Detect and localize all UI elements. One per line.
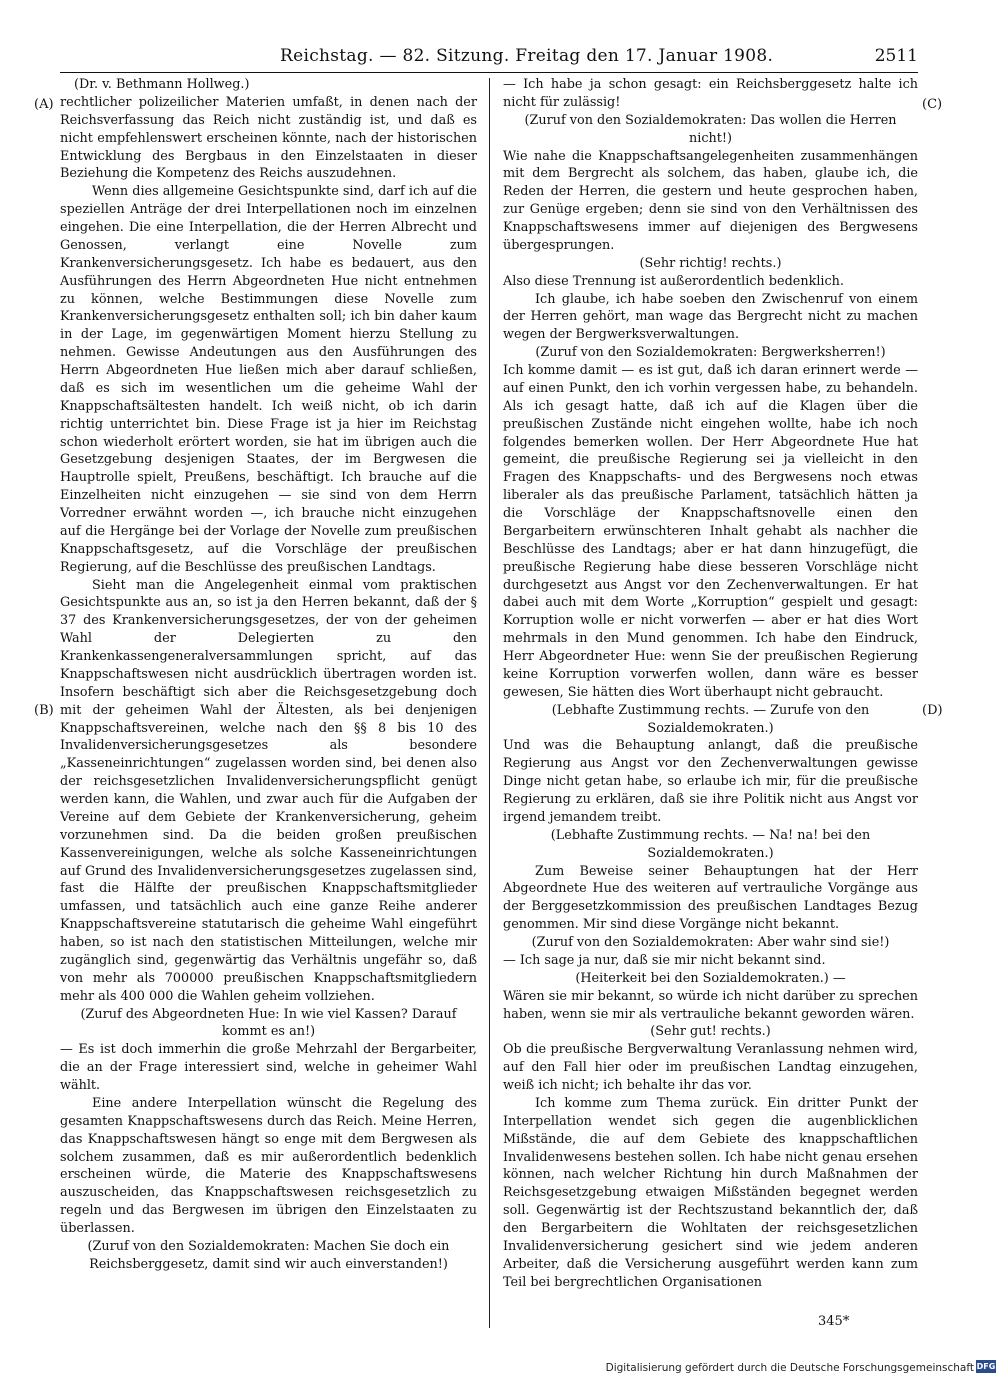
margin-marker-a: (A) (34, 97, 54, 112)
margin-marker-c: (C) (922, 97, 943, 112)
interjection: (Zuruf von den Sozialdemokraten: Aber wahr sind sie!) (531, 935, 890, 950)
interjection: (Zuruf von den Sozialdemokraten: Das wollen die Herren nicht!) (524, 112, 897, 146)
left-column (60, 76, 477, 1274)
paragraph: rechtlicher polizeilicher Materien umfaßt, in denen nach der Reichsverfassung das Reich nicht zuständig ist, und daß es nicht empfehlenswert erscheinen könnte, nach der historischen Entwicklung des Bergbaus in den Einzelstaaten in dieser Beziehung die Kompetenz des Reichs auszudehnen. (60, 94, 477, 182)
margin-marker-d: (D) (922, 703, 943, 718)
dfg-logo: DFG (976, 1362, 996, 1371)
paragraph: Eine andere Interpellation wünscht die Regelung des gesamten Knappschaftswesens durch das Reich. Meine Herren, das Knappschaftswesen hängt so enge mit dem Bergwesen als solchem zusammen, daß es mir außerordentlich bedenklich erscheinen würde, die Materie des Knappschaftswesens auszuscheiden, das Knappschaftswesen reichsgesetzlich zu regeln und das Bergwesen im übrigen den Einzelstaaten zu überlassen. (60, 1095, 477, 1236)
paragraph: Ich glaube, ich habe soeben den Zwischenruf von einem der Herren gehört, man wage das Bergrecht nicht zu machen wegen der Bergwerksverwaltungen. (503, 291, 918, 343)
interjection: (Zuruf von den Sozialdemokraten: Bergwerksherren!) (535, 345, 886, 361)
paragraph: Und was die Behauptung anlangt, daß die preußische Regierung aus Angst vor den Zechenverwaltungen gewisse Dinge nicht getan habe, so erlaube ich mir, für die preußische Regierung zu erklären, daß sie ihre Politik nicht aus Angst vor irgend jemandem treibt. (503, 738, 918, 825)
paragraph: Also diese Trennung ist außerordentlich bedenklich. (503, 273, 844, 289)
paragraph: — Ich habe ja schon gesagt: ein Reichsberggesetz halte ich nicht für zulässig! (503, 77, 918, 110)
paragraph: Ob die preußische Bergverwaltung Veranlassung nehmen wird, auf den Fall hier oder im preußischen Landtag einzugehen, weiß ich nicht; ich behalte ihr das vor. (503, 1042, 918, 1093)
paragraph: Wären sie mir bekannt, so würde ich nicht darüber zu sprechen haben, wenn sie mir als vertrauliche bekannt geworden wären. (503, 988, 918, 1022)
paragraph: — Es ist doch immerhin die große Mehrzahl der Bergarbeiter, die an der Frage interessiert sind, welche in geheimer Wahl wählt. (60, 1042, 477, 1093)
page-header (60, 46, 918, 70)
right-column (503, 76, 918, 1292)
speaker-name: (Dr. v. Bethmann Hollweg.) (74, 77, 250, 92)
interjection: (Lebhafte Zustimmung rechts. — Na! na! bei den Sozialdemokraten.) (550, 827, 871, 861)
margin-marker-b: (B) (34, 703, 54, 718)
paragraph: Wenn dies allgemeine Gesichtspunkte sind, darf ich auf die speziellen Anträge der drei Interpellationen noch im einzelnen eingehen. Die eine Interpellation, die der Herren Albrecht und Genossen, verlangt eine Novelle zum Krankenversicherungsgesetz. Ich habe es bedauert, aus den Ausführungen des Herrn Abgeordneten Hue nicht entnehmen zu können, welche Bestimmungen diese Novelle zum Krankenversicherungsgesetz enthalten soll; ich bin daher kaum in der Lage, im gegenwärtigen Moment hierzu Stellung zu nehmen. Gewisse Andeutungen aus den Ausführungen des Herrn Abgeordneten Hue ließen mich aber darauf schließen, daß es sich im wesentlichen um die geheime Wahl der Knappschaftsältesten handelt. Ich weiß nicht, ob ich darin richtig unterrichtet bin. Diese Frage ist ja hier im Reichstag schon wiederholt erörtert worden, sie hat im übrigen auch die Gesetzgebung desjenigen Staates, der im Bergwesen die Hauptrolle spielt, Preußens, beschäftigt. Ich brauche auf die Einzelheiten nicht einzugehen — sie sind von dem Herrn Vorredner erwähnt worden —, ich brauche nicht einzugehen auf die Hergänge bei der Vorlage der Novelle zum preußischen Knappschaftsgesetz, auf die Vorschläge der preußischen Regierung, auf die Beschlüsse des preußischen Landtags. (60, 184, 477, 575)
paragraph: Zum Beweise seiner Behauptungen hat der Herr Abgeordnete Hue des weiteren auf vertrauliche Vorgänge aus der Berggesetzkommission des preußischen Landtages Bezug genommen. Mir sind diese Vorgänge nicht bekannt. (503, 863, 918, 933)
column-divider (489, 78, 490, 1328)
page-number: 2511 (874, 46, 918, 66)
interjection: (Zuruf von den Sozialdemokraten: Machen Sie doch ein Reichsberggesetz, damit sind wir auch einverstanden!) (87, 1238, 450, 1272)
digitization-credit: Digitalisierung gefördert durch die Deutsche Forschungsgemeinschaft (605, 1362, 974, 1374)
interjection: (Lebhafte Zustimmung rechts. — Zurufe von den Sozialdemokraten.) (551, 702, 870, 736)
paragraph: Wie nahe die Knappschaftsangelegenheiten zusammenhängen mit dem Bergrecht als solchem, das haben, glaube ich, die Reden der Herren, die gestern und heute gesprochen haben, zur Genüge ergeben; denn sie sind von den Verhältnissen des Knappschaftswesens immer auf diejenigen des Bergwesens übergesprungen. (503, 148, 918, 253)
paragraph: Ich komme zum Thema zurück. Ein dritter Punkt der Interpellation wendet sich gegen die augenblicklichen Mißstände, die auf dem Gebiete des knappschaftlichen Invalidenwesens bestehen sollen. Ich habe nicht genau ersehen können, nach welcher Richtung hin durch Maßnahmen der Reichsgesetzgebung etwaigen Mißständen begegnet werden soll. Gegenwärtig ist der Rechtszustand bekanntlich der, daß den Bergarbeitern die Wohltaten der reichsgesetzlichen Invalidenversicherung gesichert sind wie jedem anderen Arbeiter, daß die Versicherung ausgeführt werden kann zum Teil bei bergrechtlichen Organisationen (503, 1095, 918, 1290)
interjection: (Zuruf des Abgeordneten Hue: In wie viel Kassen? Darauf kommt es an!) (80, 1006, 457, 1040)
paragraph: Sieht man die Angelegenheit einmal vom praktischen Gesichtspunkte aus an, so ist ja den Herren bekannt, daß der § 37 des Krankenversicherungsgesetzes, der von der geheimen Wahl der Delegierten zu den Krankenkassengeneralversammlungen spricht, auf das Knappschaftswesen nicht ausdrücklich übertragen worden ist. Insofern beschäftigt sich aber die Reichsgesetzgebung doch mit der geheimen Wahl der Ältesten, als bei denjenigen Knappschaftsvereinen, welche nach den §§ 8 bis 10 des Invalidenversicherungsgesetzes als besondere „Kasseneinrichtungen“ zugelassen worden sind, bei denen also der reichsgesetzlichen Invalidenversicherungspflicht genügt werden kann, die Wahlen, und zwar auch für die Aufgaben der Vereine auf dem Gebiete der Krankenversicherung, geheim vorzunehmen sind. Da die beiden großen preußischen Kassenvereinigungen, welche als solche Kasseneinrichtungen auf Grund des Invalidenversicherungsgesetzes zugelassen sind, fast die Hälfte der preußischen Knappschaftsmitglieder umfassen, und tatsächlich auch eine ganze Reihe anderer Knappschaftsvereine statutarisch die geheime Wahl eingeführt haben, so ist nach den statistischen Mitteilungen, welche mir zugänglich sind, gegenwärtig das Verhältnis ungefähr so, daß von mehr als 700000 preußischen Knappschaftsmitgliedern mehr als 400 000 die Wahlen geheim vollziehen. (60, 577, 477, 1004)
header-rule (60, 72, 918, 73)
interjection: (Sehr gut! rechts.) (650, 1024, 771, 1040)
running-title: Reichstag. — 82. Sitzung. Freitag den 17. Januar 1908. (280, 46, 774, 66)
interjection: (Heiterkeit bei den Sozialdemokraten.) — (575, 970, 846, 986)
paragraph: — Ich sage ja nur, daß sie mir nicht bekannt sind. (503, 952, 826, 968)
interjection: (Sehr richtig! rechts.) (639, 255, 782, 271)
paragraph: Ich komme damit — es ist gut, daß ich daran erinnert werde — auf einen Punkt, den ich vorhin vergessen habe, zu behandeln. Als ich gesagt hatte, daß ich auf die Klagen über die preußischen Zustände nicht eingehen wollte, habe ich noch folgendes bemerken wollen. Der Herr Abgeordnete Hue hat gemeint, die preußische Regierung sei ja vielleicht in den Fragen des Knappschafts- und des Bergwesens noch etwas liberaler als das preußische Parlament, tatsächlich hätten ja die Vorschläge der Knappschaftsnovelle einen den Bergarbeitern erwünschteren Inhalt gehabt als nachher die Beschlüsse des Landtags; aber er hat dann hinzugefügt, die preußische Regierung habe diese besseren Vorschläge nicht durchgesetzt aus Angst vor den Zechenverwaltungen. Er hat dabei auch mit dem Worte „Korruption“ gespielt und gesagt: Korruption wolle er nicht vorwerfen — aber er hat dies Wort mehrmals in den Mund genommen. Ich habe den Eindruck, Herr Abgeordneter Hue: wenn Sie der preußischen Regierung keine Korruption vorwerfen wollen, dann wäre es besser gewesen, Sie hätten dies Wort überhaupt nicht gebraucht. (503, 363, 918, 700)
sheet-signature: 345* (818, 1314, 850, 1329)
